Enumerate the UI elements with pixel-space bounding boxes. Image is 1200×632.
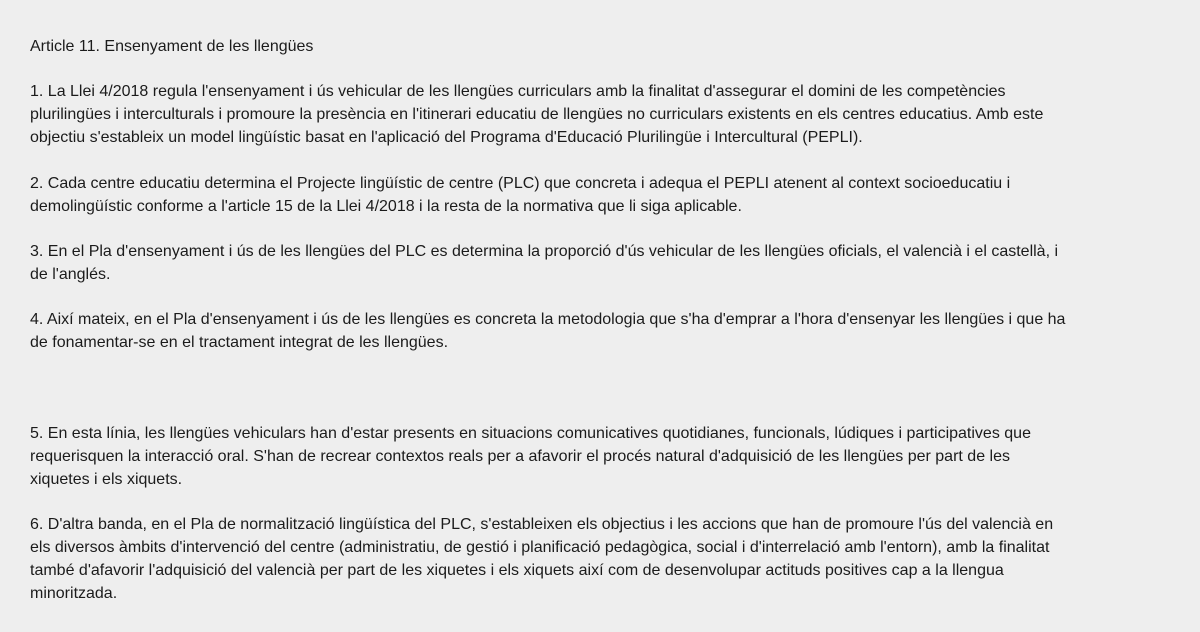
paragraph-line: 1. La Llei 4/2018 regula l'ensenyament i ús vehicular de les llengües curriculars amb la finalitat d'assegurar el domini de les competències (30, 83, 1006, 100)
paragraph-3 (30, 240, 1190, 286)
paragraph-2 (30, 172, 1190, 218)
paragraph-line: requerisquen la interacció oral. S'han de recrear contextos reals per a afavorir el procés natural d'adquisició de les llengües per part de les (30, 448, 1010, 465)
paragraph-1 (30, 80, 1190, 149)
paragraph-line: minoritzada. (30, 585, 118, 602)
paragraph-line: 2. Cada centre educatiu determina el Projecte lingüístic de centre (PLC) que concreta i adequa el PEPLI atenent al context socioeducatiu i (30, 175, 1011, 192)
paragraph-line: 6. D'altra banda, en el Pla de normalització lingüística del PLC, s'estableixen els objectius i les accions que han de promoure l'ús del valencià en (30, 516, 1054, 533)
paragraph-line: 3. En el Pla d'ensenyament i ús de les llengües del PLC es determina la proporció d'ús vehicular de les llengües oficials, el valencià i el castellà, i (30, 243, 1059, 260)
article-title: Article 11. Ensenyament de les llengües (30, 38, 314, 55)
paragraph-line: objectiu s'estableix un model lingüístic basat en l'aplicació del Programa d'Educació Plurilingüe i Intercultural (PEPLI). (30, 129, 863, 146)
paragraph-6 (30, 513, 1190, 605)
paragraph-line: 4. Així mateix, en el Pla d'ensenyament i ús de les llengües es concreta la metodologia que s'ha d'emprar a l'hora d'ensenyar les llengües i que ha (30, 311, 1066, 328)
paragraph-line: de fonamentar-se en el tractament integrat de les llengües. (30, 334, 449, 351)
paragraph-line: també d'afavorir l'adquisició del valencià per part de les xiquetes i els xiquets així com de desenvolupar actituds positives cap a la llengua (30, 562, 1004, 579)
paragraph-line: de l'anglés. (30, 266, 111, 283)
paragraph-line: 5. En esta línia, les llengües vehiculars han d'estar presents en situacions comunicatives quotidianes, funcionals, lúdiques i participatives que (30, 425, 1031, 442)
paragraph-line: els diversos àmbits d'intervenció del centre (administratiu, de gestió i planificació pedagògica, social i d'interrelació amb l'entorn), amb la finalitat (30, 539, 1050, 556)
paragraph-5 (30, 422, 1190, 491)
paragraph-4 (30, 308, 1190, 354)
paragraph-line: plurilingües i interculturals i promoure la presència en l'itinerari educatiu de llengües no curriculars existents en els centres educatius. Amb este (30, 106, 1044, 123)
paragraph-line: xiquetes i els xiquets. (30, 471, 183, 488)
paragraph-line: demolingüístic conforme a l'article 15 de la Llei 4/2018 i la resta de la normativa que li siga aplicable. (30, 198, 742, 215)
